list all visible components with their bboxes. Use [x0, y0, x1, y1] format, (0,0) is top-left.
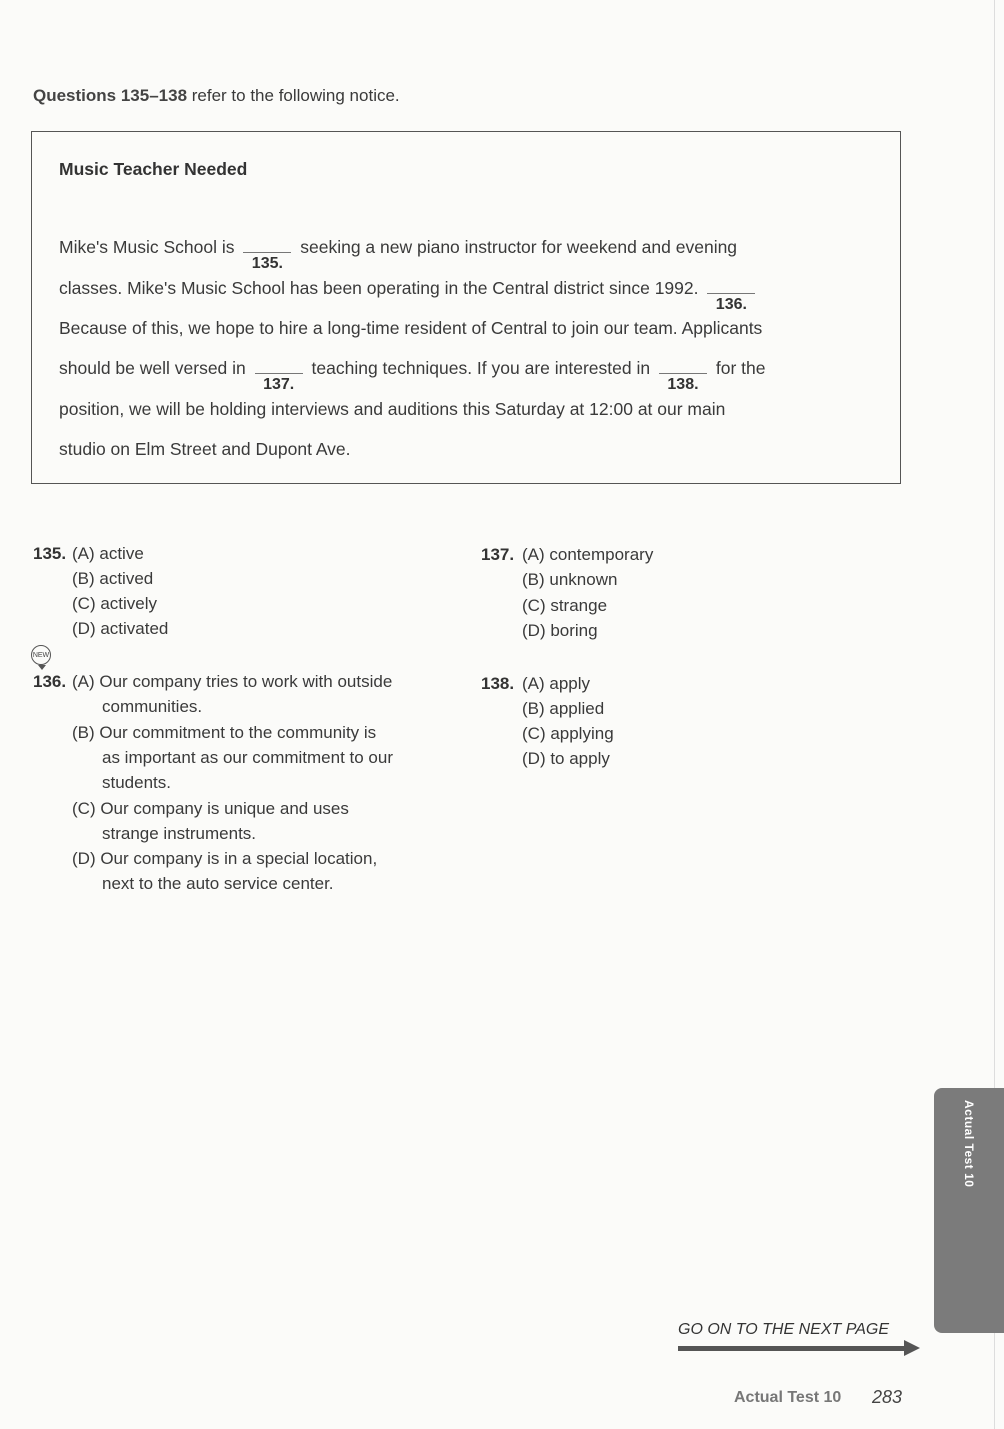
option-d[interactable]: (D) to apply: [522, 749, 610, 768]
option-a[interactable]: (A) contemporary: [522, 545, 654, 564]
option-c[interactable]: (C) strange: [522, 596, 608, 615]
option-c-cont: strange instruments.: [102, 824, 257, 843]
blank-137: [255, 361, 303, 393]
go-on-label: GO ON TO THE NEXT PAGE: [678, 1321, 889, 1338]
option-b[interactable]: (B) actived: [72, 569, 154, 588]
blank-number: 135.: [251, 255, 283, 272]
questions-intro: refer to the following notice.: [187, 86, 400, 105]
blank-number: 137.: [263, 376, 295, 393]
option-d[interactable]: (D) boring: [522, 621, 598, 640]
blank-number: 136.: [715, 296, 747, 313]
notice-line-2: [59, 278, 759, 313]
question-138: [481, 671, 781, 781]
option-c[interactable]: (C) Our company is unique and uses: [72, 799, 349, 818]
option-c[interactable]: (C) actively: [72, 594, 158, 613]
side-tab-label: Actual Test 10: [962, 1100, 976, 1188]
question-137: [481, 542, 781, 652]
question-number: 137.: [481, 545, 515, 564]
option-d[interactable]: (D) activated: [72, 619, 169, 638]
notice-box: [31, 131, 901, 484]
blank-138: [659, 361, 707, 393]
option-d-cont: next to the auto service center.: [102, 874, 334, 893]
option-b-cont: as important as our commitment to our: [102, 748, 394, 767]
new-badge-icon: NEW: [31, 645, 51, 665]
question-135: [33, 541, 453, 651]
option-a-cont: communities.: [102, 697, 203, 716]
option-a[interactable]: (A) Our company tries to work with outside: [72, 672, 393, 691]
question-136: [33, 669, 463, 904]
notice-line-4: [59, 358, 766, 393]
questions-range: Questions 135–138: [33, 86, 188, 105]
text: Mike's Music School is: [59, 237, 235, 257]
page-number: 283: [872, 1387, 903, 1407]
blank-135: [243, 240, 291, 272]
text: teaching techniques. If you are interested in: [311, 358, 651, 378]
arrow-line: [678, 1346, 906, 1351]
text: classes. Mike's Music School has been operating in the Central district since 1992.: [59, 278, 699, 298]
option-b[interactable]: (B) Our commitment to the community is: [72, 723, 377, 742]
notice-title: Music Teacher Needed: [59, 159, 248, 179]
question-number: 138.: [481, 674, 515, 693]
option-b[interactable]: (B) unknown: [522, 570, 618, 589]
blank-number: 138.: [667, 376, 699, 393]
notice-line-3: Because of this, we hope to hire a long-time resident of Central to join our team. Applicants: [59, 318, 763, 338]
text: seeking a new piano instructor for weekend and evening: [300, 237, 738, 257]
option-b[interactable]: (B) applied: [522, 699, 605, 718]
notice-line-6: studio on Elm Street and Dupont Ave.: [59, 439, 351, 459]
question-number: 135.: [33, 544, 67, 563]
option-d[interactable]: (D) Our company is in a special location,: [72, 849, 378, 868]
notice-line-5: position, we will be holding interviews and auditions this Saturday at 12:00 at our main: [59, 399, 726, 419]
option-b-cont: students.: [102, 773, 171, 792]
questions-header: [33, 86, 400, 106]
text: should be well versed in: [59, 358, 246, 378]
question-number: 136.: [33, 672, 67, 691]
arrow-right-icon: [904, 1340, 920, 1356]
option-a[interactable]: (A) active: [72, 544, 144, 563]
option-c[interactable]: (C) applying: [522, 724, 614, 743]
text: for the: [715, 358, 766, 378]
blank-136: [707, 281, 755, 313]
option-a[interactable]: (A) apply: [522, 674, 591, 693]
footer-title: Actual Test 10: [734, 1389, 842, 1406]
notice-line-1: [59, 237, 738, 272]
